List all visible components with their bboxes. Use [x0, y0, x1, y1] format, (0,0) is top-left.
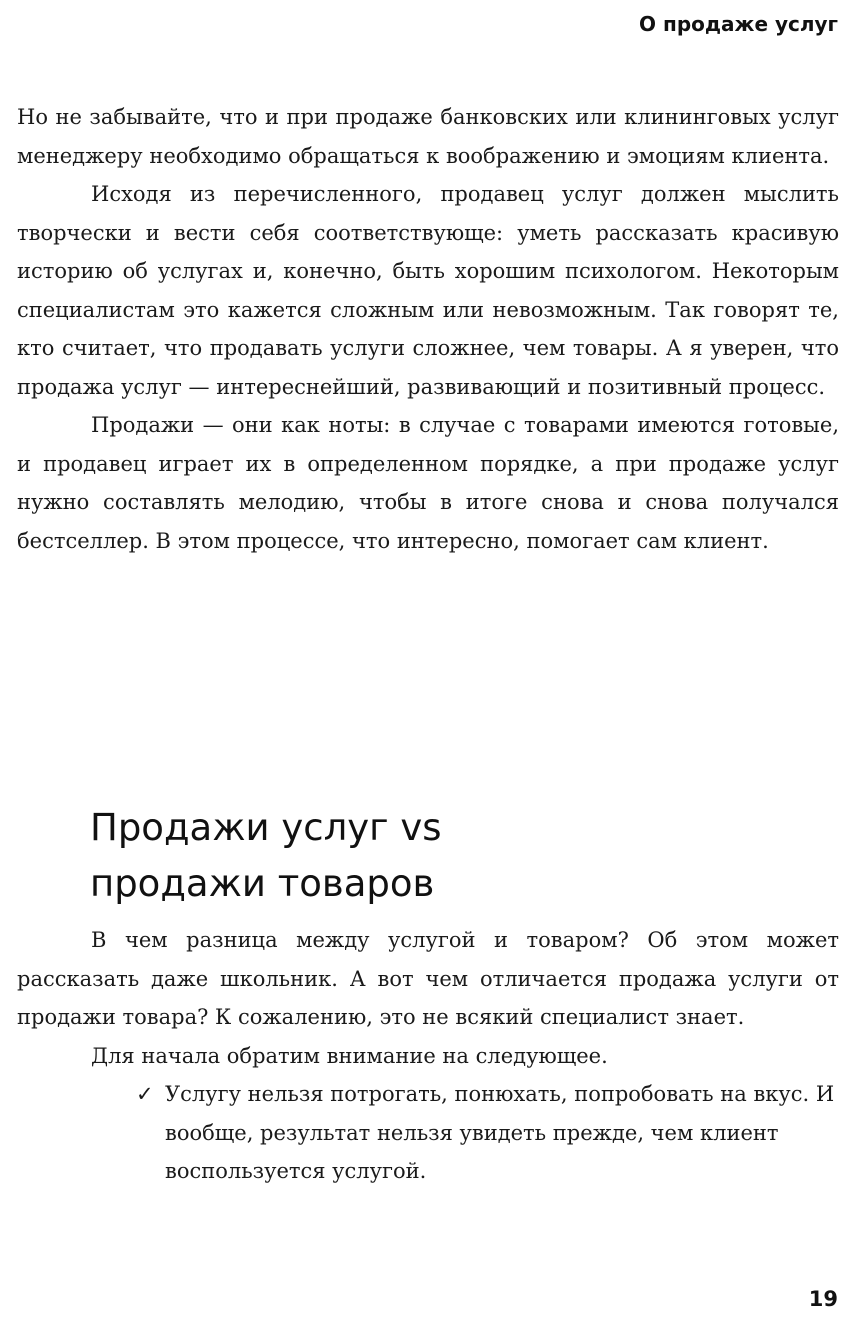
- check-list-item: [17, 1075, 839, 1191]
- intro-text: [17, 98, 839, 560]
- paragraph: Продажи — они как ноты: в случае с товарами имеются готовые, и продавец играет их в определенном порядке, а при продаже услуг нужно составлять мелодию, чтобы в итоге снова и снова получался бестселлер. В этом процессе, что интересно, помогает сам клиент.: [17, 413, 839, 553]
- paragraph: Для начала обратим внимание на следующее.: [91, 1043, 608, 1068]
- section-heading: [90, 800, 790, 912]
- page-number: 19: [808, 1287, 838, 1311]
- check-list-item-text: Услугу нельзя потрогать, понюхать, попробовать на вкус. И вообще, результат нельзя увидеть прежде, чем клиент воспользуется услугой.: [165, 1082, 835, 1183]
- check-list: [17, 1075, 839, 1191]
- paragraph: Но не забывайте, что и при продаже банковских или клининговых услуг менеджеру необходимо обращаться к воображению и эмоциям клиента.: [17, 105, 839, 168]
- checkmark-icon: ✓: [136, 1082, 154, 1106]
- paragraph: В чем разница между услугой и товаром? Об этом может рассказать даже школьник. А вот чем отличается продажа услуги от продажи товара? К сожалению, это не всякий специалист знает.: [17, 928, 839, 1029]
- section-heading-line: Продажи услуг vs: [90, 806, 442, 849]
- paragraph: Исходя из перечисленного, продавец услуг должен мыслить творчески и вести себя соответствующе: уметь рассказать красивую историю об услугах и, конечно, быть хорошим психологом. Некоторым специалистам это кажется сложным или невозможным. Так говорят те, кто считает, что продавать услуги сложнее, чем товары. А я уверен, что продажа услуг — интереснейший, развивающий и позитивный процесс.: [17, 182, 839, 399]
- section-text: [17, 921, 839, 1191]
- section-heading-line: продажи товаров: [90, 862, 435, 905]
- running-header: О продаже услуг: [639, 12, 838, 36]
